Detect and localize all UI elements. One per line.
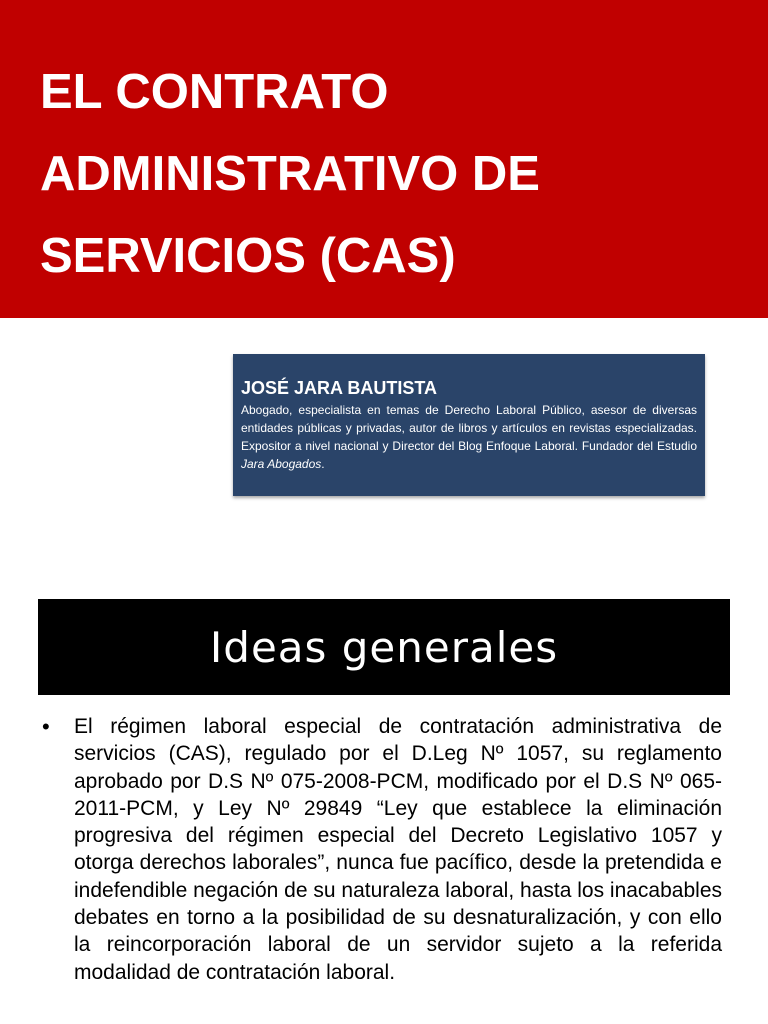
author-bio bbox=[241, 401, 697, 473]
slide-title-line-1: EL CONTRATO bbox=[40, 65, 389, 119]
author-info-box bbox=[233, 354, 705, 496]
author-firm-name: Jara Abogados bbox=[241, 457, 322, 471]
section-header-bar bbox=[38, 599, 730, 695]
slide-title-line-2: ADMINISTRATIVO DE bbox=[40, 147, 540, 201]
slide-title-line-3: SERVICIOS (CAS) bbox=[40, 229, 456, 283]
list-item bbox=[40, 713, 722, 986]
author-bio-text: Abogado, especialista en temas de Derecho Laboral Público, asesor de diversas entidades públicas y privadas, autor de libros y artículos en revistas especializadas. Expositor a nivel nacional y Director del Blog Enfoque Laboral. Fundador del Estudio bbox=[241, 403, 697, 453]
author-bio-end: . bbox=[321, 457, 325, 471]
section-heading: Ideas generales bbox=[209, 623, 559, 672]
title-banner bbox=[0, 0, 768, 318]
bullet-text: El régimen laboral especial de contratación administrativa de servicios (CAS), regulado por el D.Leg Nº 1057, su reglamento aprobado por D.S Nº 075-2008-PCM, modificado por el D.S Nº 065-2011-PCM, y Ley Nº 29849 “Ley que establece la eliminación progresiva del régimen especial del Decreto Legislativo 1057 y otorga derechos laborales”, nunca fue pacífico, desde la pretendida e indefendible negación de su naturaleza laboral, hasta los inacabables debates en torno a la posibilidad de su desnaturalización, y con ello la reincorporación laboral de un servidor sujeto a la referida modalidad de contratación laboral. bbox=[74, 715, 722, 984]
bullet-marker: • bbox=[42, 714, 50, 739]
bullet-list bbox=[40, 713, 722, 986]
author-name: JOSÉ JARA BAUTISTA bbox=[241, 378, 438, 398]
